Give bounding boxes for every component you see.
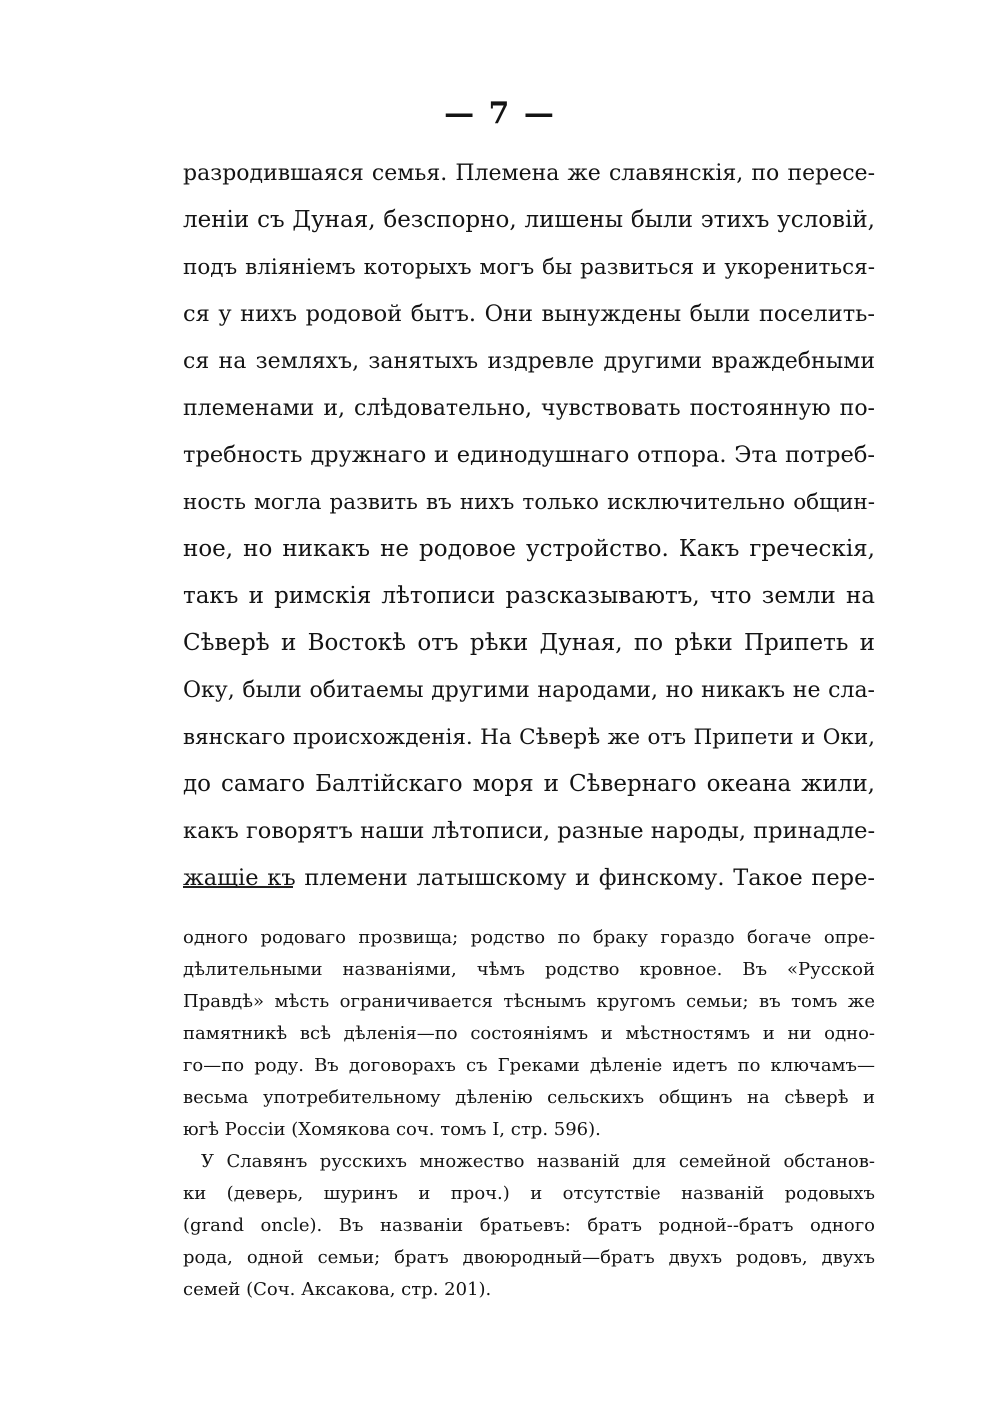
page-number: — 7 — bbox=[444, 96, 556, 131]
text-line: леніи съ Дуная, безспорно, лишены были этихъ условій, bbox=[183, 207, 875, 233]
main-body-text bbox=[183, 150, 875, 902]
text-line: племенами и, слѣдовательно, чувствовать постоянную по- bbox=[183, 396, 875, 421]
footnote-line: (grand oncle). Въ названіи братьевъ: братъ родной--братъ одного bbox=[183, 1215, 875, 1236]
text-line: какъ говорятъ наши лѣтописи, разные народы, принадле- bbox=[183, 818, 876, 844]
text-line: до самаго Балтійскаго моря и Сѣвернаго океана жили, bbox=[183, 771, 875, 797]
footnote-line: го—по роду. Въ договорахъ съ Греками дѣленіе идетъ по ключамъ— bbox=[183, 1055, 875, 1076]
text-line: разродившаяся семья. Племена же славянскія, по пересе- bbox=[183, 161, 875, 186]
text-line: Сѣверѣ и Востокѣ отъ рѣки Дуная, по рѣки Припеть и bbox=[183, 630, 875, 656]
footnote-2 bbox=[183, 1146, 875, 1306]
text-line: требность дружнаго и единодушнаго отпора. Эта потреб- bbox=[183, 442, 875, 468]
text-line: подъ вліяніемъ которыхъ могъ бы развиться и укорениться- bbox=[183, 255, 875, 280]
footnote-line: югѣ Россіи (Хомякова соч. томъ I, стр. 596). bbox=[183, 1119, 601, 1140]
footnote-line: весьма употребительному дѣленію сельскихъ общинъ на сѣверѣ и bbox=[183, 1087, 875, 1108]
footnote-line: одного родоваго прозвища; родство по браку гораздо богаче опре- bbox=[183, 927, 875, 948]
footnote-line: дѣлительными названіями, чѣмъ родство кровное. Въ «Русской bbox=[183, 959, 875, 980]
text-line: ся на земляхъ, занятыхъ издревле другими враждебными bbox=[183, 349, 875, 374]
footnote-line: Правдѣ» мѣсть ограничивается тѣснымъ кругомъ семьи; въ томъ же bbox=[183, 991, 875, 1012]
text-line: ное, но никакъ не родовое устройство. Какъ греческія, bbox=[183, 536, 875, 562]
text-line: ность могла развить въ нихъ только исключительно общин- bbox=[183, 490, 875, 515]
footnote-line: ки (деверь, шуринъ и проч.) и отсутствіе названій родовыхъ bbox=[183, 1183, 875, 1204]
text-line: жащіе къ племени латышскому и финскому. Такое пере- bbox=[183, 865, 875, 891]
footnote-1 bbox=[183, 922, 875, 1146]
footnote-line: У Славянъ русскихъ множество названій для семейной обстанов- bbox=[201, 1151, 875, 1172]
text-line: вянскаго происхожденія. На Сѣверѣ же отъ Припети и Оки, bbox=[183, 725, 875, 750]
text-line: Оку, были обитаемы другими народами, но никакъ не сла- bbox=[183, 678, 875, 703]
footnote-separator bbox=[183, 886, 293, 888]
footnote-line: семей (Соч. Аксакова, стр. 201). bbox=[183, 1279, 492, 1300]
footnote-line: памятникѣ всѣ дѣленія—по состояніямъ и мѣстностямъ и ни одно- bbox=[183, 1023, 875, 1044]
footnote-line: рода, одной семьи; братъ двоюродный—братъ двухъ родовъ, двухъ bbox=[183, 1247, 875, 1268]
text-line: такъ и римскія лѣтописи разсказываютъ, что земли на bbox=[183, 583, 875, 609]
text-line: ся у нихъ родовой бытъ. Они вынуждены были поселить- bbox=[183, 301, 875, 327]
